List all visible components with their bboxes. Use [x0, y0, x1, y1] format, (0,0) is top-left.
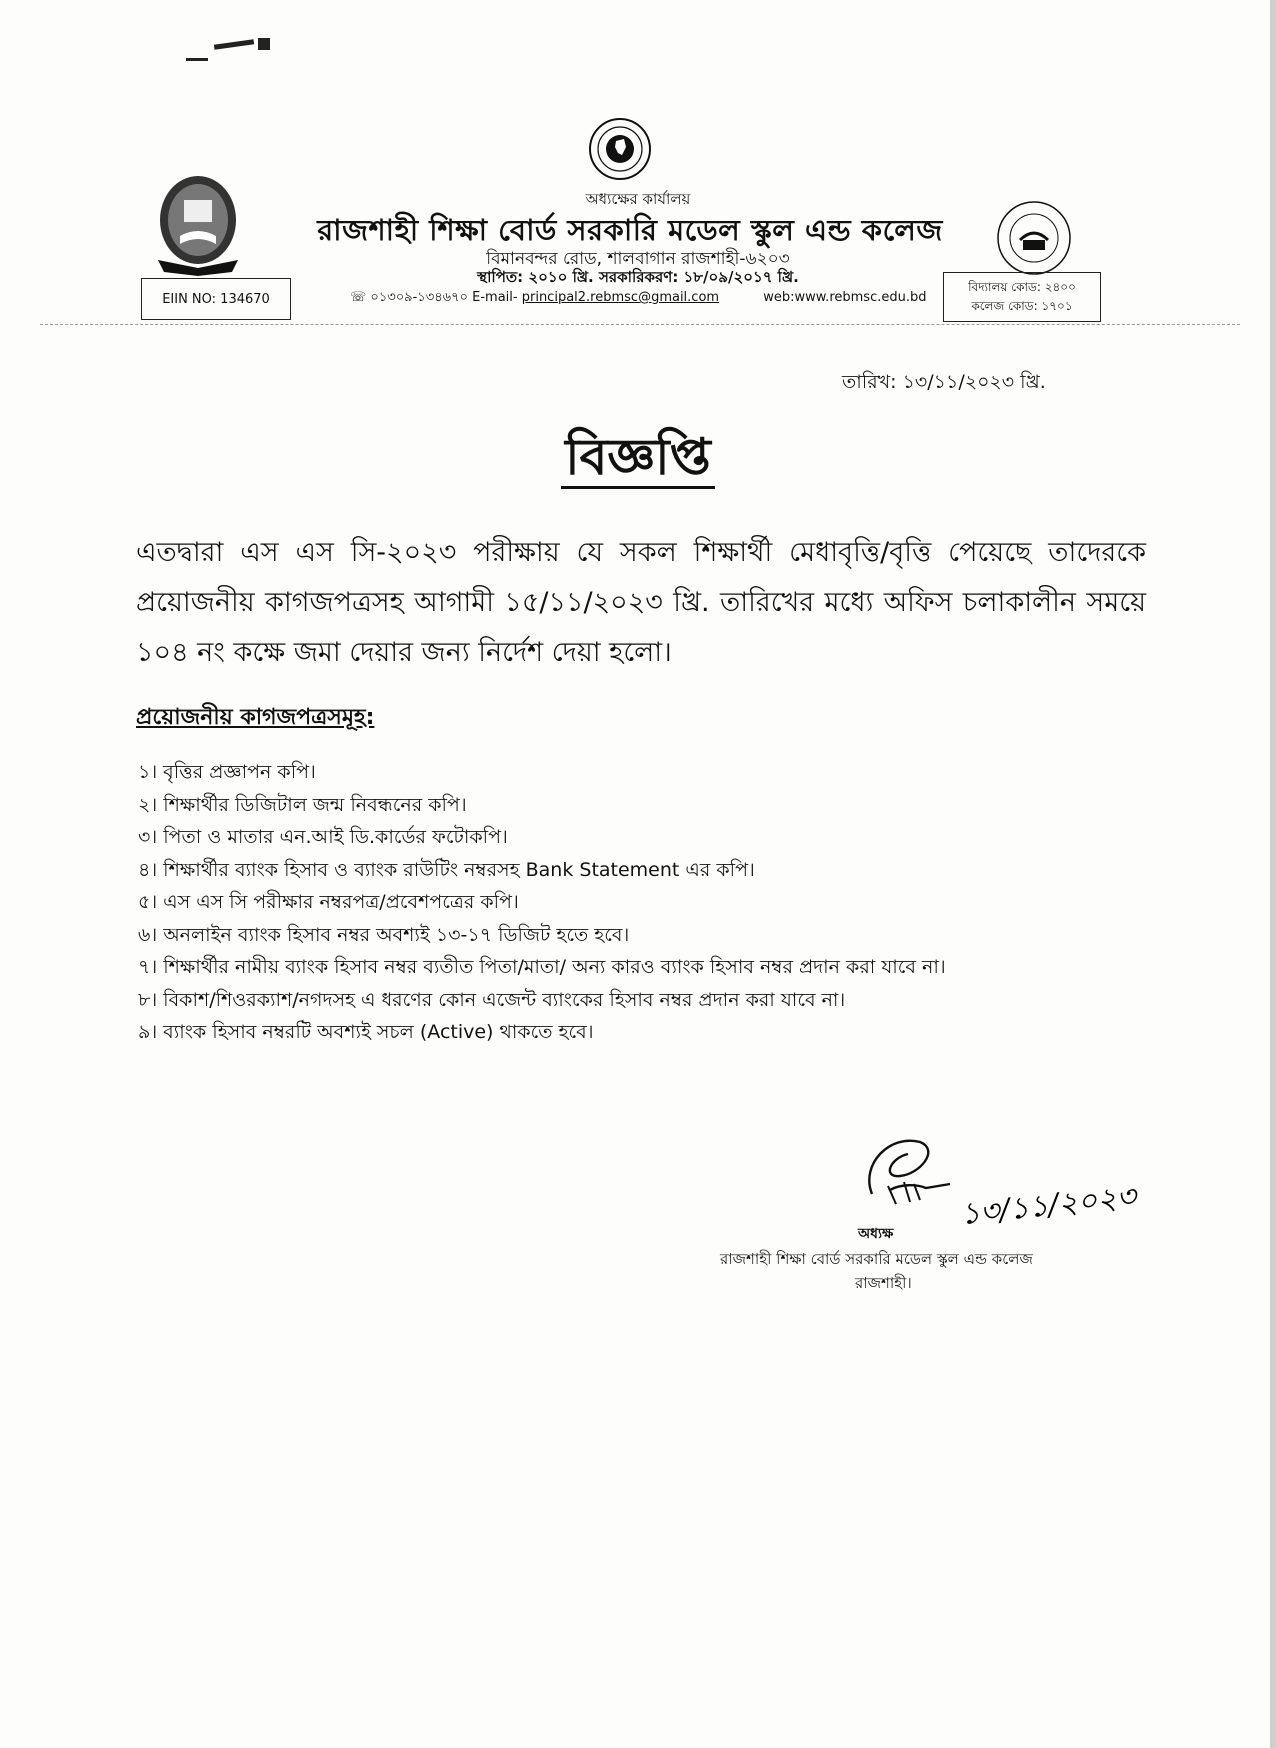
- government-seal-icon: [588, 117, 652, 181]
- list-item: ১। বৃত্তির প্রজ্ঞাপন কপি।: [138, 761, 316, 783]
- notice-date: তারিখ: ১৩/১১/২০২৩ খ্রি.: [842, 371, 1046, 393]
- email-label: E-mail-: [472, 290, 518, 305]
- contact-line: [350, 288, 926, 309]
- signatory-city: রাজশাহী।: [855, 1274, 912, 1292]
- notice-title: [0, 420, 1276, 503]
- list-item: ৫। এস এস সি পরীক্ষার নম্বরপত্র/প্রবেশপত্রের কপি।: [138, 891, 519, 913]
- list-item: ৩। পিতা ও মাতার এন.আই ডি.কার্ডের ফটোকপি।: [138, 826, 508, 848]
- eiin-box: EIIN NO: 134670: [141, 278, 291, 320]
- header-divider: [40, 324, 1240, 325]
- website-link[interactable]: web:www.rebmsc.edu.bd: [763, 290, 927, 305]
- principal-signature: [860, 1124, 1150, 1252]
- required-documents-heading: প্রয়োজনীয় কাগজপত্রসমূহ:: [136, 705, 375, 730]
- school-code: বিদ্যালয় কোড: ২৪০০: [968, 280, 1076, 294]
- scan-speckle: [186, 58, 208, 61]
- signatory-title: অধ্যক্ষ: [858, 1226, 894, 1242]
- email-link[interactable]: principal2.rebmsc@gmail.com: [521, 290, 720, 305]
- scan-speckle: [214, 39, 254, 50]
- signatory-institution: রাজশাহী শিক্ষা বোর্ড সরকারি মডেল স্কুল এন্ড কলেজ: [720, 1250, 1033, 1268]
- office-label: অধ্যক্ষের কার্যালয়: [585, 190, 691, 208]
- established-info: স্থাপিত: ২০১০ খ্রি. সরকারিকরণ: ১৮/০৯/২০১৭ খ্রি.: [477, 268, 799, 286]
- notice-title-text: বিজ্ঞপ্তি: [561, 428, 714, 489]
- code-box: [943, 272, 1101, 322]
- signature-date: ১৩/১১/২০২৩: [958, 1179, 1138, 1233]
- list-item: ৪। শিক্ষার্থীর ব্যাংক হিসাব ও ব্যাংক রাউটিং নম্বরসহ Bank Statement এর কপি।: [138, 858, 755, 881]
- scan-speckle: [258, 38, 270, 50]
- school-address: বিমানবন্দর রোড, শালবাগান রাজশাহী-৬২০৩: [486, 249, 790, 269]
- college-logo-icon: [996, 200, 1072, 276]
- school-name: রাজশাহী শিক্ষা বোর্ড সরকারি মডেল স্কুল এন্ড কলেজ: [317, 213, 943, 247]
- required-documents-list: [138, 756, 946, 1049]
- list-item: ৮। বিকাশ/শিওরক্যাশ/নগদসহ এ ধরণের কোন এজেন্ট ব্যাংকের হিসাব নম্বর প্রদান করা যাবে না।: [138, 988, 846, 1011]
- list-item: ৭। শিক্ষার্থীর নামীয় ব্যাংক হিসাব নম্বর ব্যতীত পিতা/মাতা/ অন্য কারও ব্যাংক হিসাব নম্বর প্রদান করা যাবে না।: [138, 956, 946, 978]
- phone-number: ☏ ০১৩০৯-১৩৪৬৭০: [350, 290, 468, 305]
- list-item: ৯। ব্যাংক হিসাব নম্বরটি অবশ্যই সচল (Active) থাকতে হবে।: [138, 1021, 594, 1043]
- college-code: কলেজ কোড: ১৭০১: [971, 299, 1073, 313]
- list-item: ২। শিক্ষার্থীর ডিজিটাল জন্ম নিবন্ধনের কপি।: [138, 793, 467, 816]
- notice-body: এতদ্বারা এস এস সি-২০২৩ পরীক্ষায় যে সকল শিক্ষার্থী মেধাবৃত্তি/বৃত্তি পেয়েছে তাদেরকে প্রয়োজনীয় কাগজপত্রসহ আগামী ১৫/১১/২০২৩ খ্রি. তারিখের মধ্যে অফিস চলাকালীন সময়ে ১০৪ নং কক্ষে জমা দেয়ার জন্য নির্দেশ দেয়া হলো।: [136, 537, 1146, 668]
- list-item: ৬। অনলাইন ব্যাংক হিসাব নম্বর অবশ্যই ১৩-১৭ ডিজিট হতে হবে।: [138, 923, 630, 946]
